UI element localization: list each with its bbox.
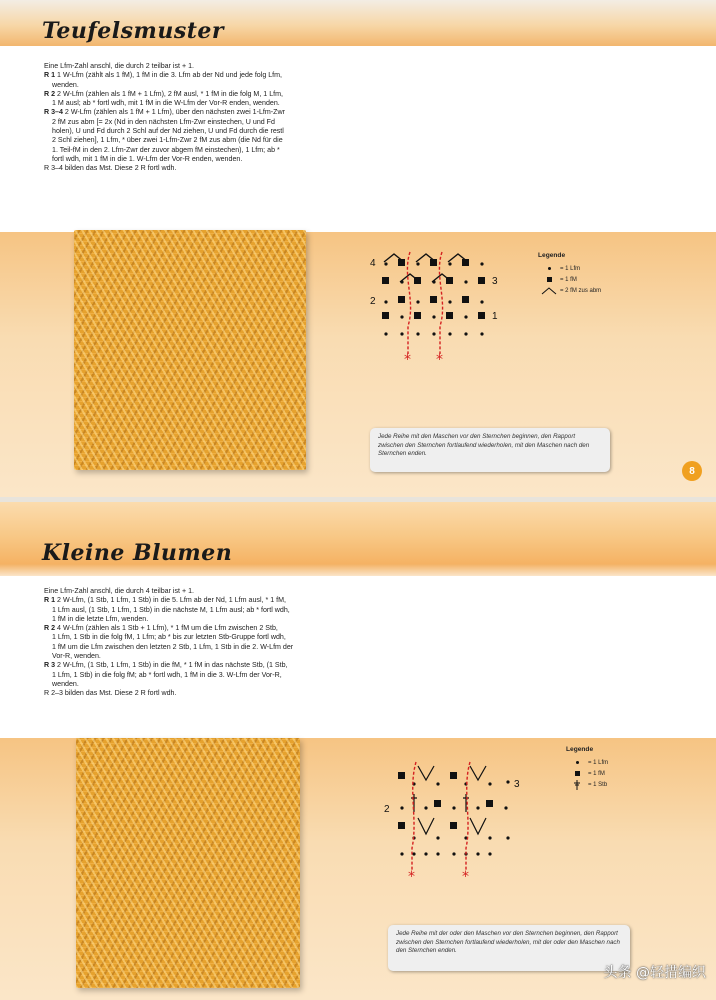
dot-icon xyxy=(476,852,479,855)
dot-icon xyxy=(448,332,451,335)
chart-note: Jede Reihe mit den Maschen vor den Sternchen beginnen, den Rapport zwischen den Sternchen fortlaufend wiederholen, mit den Maschen nach den Sternchen enden. xyxy=(370,428,610,472)
row-instruction-line: 1 fM in die letzte Lfm, wenden. xyxy=(52,614,149,623)
dot-icon xyxy=(436,836,439,839)
repeat-line xyxy=(407,252,410,354)
dot-icon xyxy=(416,262,419,265)
dot-icon xyxy=(464,332,467,335)
square-icon xyxy=(414,277,421,284)
legend-item: = 1 fM xyxy=(566,768,608,779)
dot-icon xyxy=(432,280,435,283)
row-instruction: R 2 2 W-Lfm (zählen als 1 fM + 1 Lfm), 2 fM ausl, * 1 fM in die folg M, 1 Lfm, xyxy=(44,89,283,98)
section-title: Teufelsmuster xyxy=(42,18,224,44)
square-icon xyxy=(382,277,389,284)
row-instruction: R 1 1 W-Lfm (zählt als 1 fM), 1 fM in die 3. Lfm ab der Nd und jede folg Lfm, xyxy=(44,71,283,80)
square-icon xyxy=(398,296,405,303)
square-icon xyxy=(478,312,485,319)
repeat-asterisk: * xyxy=(462,869,469,885)
crochet-swatch-photo xyxy=(76,738,300,988)
dot-icon xyxy=(432,315,435,318)
repeat-asterisk: * xyxy=(436,352,443,366)
dot-icon xyxy=(412,852,415,855)
square-icon xyxy=(462,259,469,266)
dot-icon xyxy=(448,262,451,265)
row-instruction: R 2 4 W-Lfm (zählen als 1 Stb + 1 Lfm), * 1 fM um die Lfm zwischen 2 Stb, xyxy=(44,624,278,633)
dot-icon xyxy=(400,806,403,809)
dot-icon xyxy=(464,280,467,283)
stitch-v-icon xyxy=(418,766,434,780)
repeat-line xyxy=(466,762,470,870)
dot-icon xyxy=(384,300,387,303)
legend-heading: Legende xyxy=(538,252,566,259)
dot-icon xyxy=(424,852,427,855)
stitch-chart xyxy=(380,760,530,885)
instructions xyxy=(44,587,374,699)
dot-icon xyxy=(400,332,403,335)
page-teufelsmuster xyxy=(0,0,716,497)
dot-icon xyxy=(476,806,479,809)
row-instruction: R 3 2 W-Lfm, (1 Stb, 1 Lfm, 1 Stb) in die fM, * 1 fM in das nächste Stb, (1 Stb, xyxy=(44,661,288,670)
dot-icon xyxy=(576,761,579,764)
square-icon xyxy=(478,277,485,284)
square-icon xyxy=(547,277,552,282)
dot-icon xyxy=(480,300,483,303)
square-icon xyxy=(446,312,453,319)
dot-icon xyxy=(506,836,509,839)
repeat-asterisk: * xyxy=(408,869,415,885)
dot-icon xyxy=(506,780,509,783)
stitch-chart xyxy=(364,246,514,366)
dot-icon xyxy=(504,806,507,809)
row-instruction-line: wenden. xyxy=(52,679,79,688)
square-icon xyxy=(382,312,389,319)
row-number: 2 xyxy=(384,804,390,815)
square-icon xyxy=(398,822,405,829)
stitch-v-icon xyxy=(418,818,434,834)
crochet-swatch-photo xyxy=(74,230,306,470)
closing-text: R 2–3 bilden das Mst. Diese 2 R fortl wdh. xyxy=(44,689,177,698)
page-kleine-blumen xyxy=(0,502,716,1000)
square-icon xyxy=(575,771,580,776)
dot-icon xyxy=(416,300,419,303)
dot-icon xyxy=(424,806,427,809)
dot-icon xyxy=(384,332,387,335)
row-number: 3 xyxy=(514,779,520,790)
dot-icon xyxy=(488,782,491,785)
dot-icon xyxy=(416,332,419,335)
square-icon xyxy=(430,296,437,303)
dot-icon xyxy=(548,267,551,270)
dot-icon xyxy=(400,315,403,318)
row-number: 2 xyxy=(370,296,376,307)
row-instruction: R 1 2 W-Lfm, (1 Stb, 1 Lfm, 1 Stb) in die 5. Lfm ab der Nd, 1 Lfm ausl, * 1 fM, xyxy=(44,596,286,605)
row-number: 3 xyxy=(492,276,498,287)
row-number: 4 xyxy=(370,258,376,269)
intro-text: Eine Lfm-Zahl anschl, die durch 4 teilbar ist + 1. xyxy=(44,587,195,595)
square-icon xyxy=(414,312,421,319)
dot-icon xyxy=(400,852,403,855)
chart-note: Jede Reihe mit der oder den Maschen vor den Sternchen beginnen, den Rapport zwischen den Sternchen fortlaufend wiederholen, mit der oder den Maschen nach den Sternchen enden. xyxy=(388,925,630,971)
stitch-v-icon xyxy=(470,818,486,834)
row-number: 1 xyxy=(492,311,498,322)
dot-icon xyxy=(400,280,403,283)
repeat-line xyxy=(439,252,442,354)
instructions xyxy=(44,62,374,174)
square-icon xyxy=(486,800,493,807)
page-number: 8 xyxy=(682,461,702,481)
square-icon xyxy=(450,772,457,779)
dot-icon xyxy=(436,782,439,785)
row-instruction-line: 1 Lfm, 1 Stb) in die folg fM; ab * fortl wdh, 1 fM in die 3. W-Lfm der Vor-R, xyxy=(52,670,282,679)
square-icon xyxy=(434,800,441,807)
row-instruction-line: fortl wdh, mit 1 fM in die 1. W-Lfm der Vor-R enden, wenden. xyxy=(52,154,243,163)
decrease-arch-icon xyxy=(541,287,557,295)
dot-icon xyxy=(384,262,387,265)
square-icon xyxy=(450,822,457,829)
legend-heading: Legende xyxy=(566,746,594,753)
square-icon xyxy=(398,772,405,779)
dot-icon xyxy=(488,836,491,839)
row-instruction-line: 1 M ausl; ab * fortl wdh, mit 1 fM in die W-Lfm der Vor-R enden, wenden. xyxy=(52,99,280,108)
square-icon xyxy=(398,259,405,266)
dot-icon xyxy=(448,300,451,303)
legend-item: = 1 Stb xyxy=(566,779,608,790)
row-instruction-line: wenden. xyxy=(52,80,79,89)
section-title: Kleine Blumen xyxy=(42,540,233,566)
square-icon xyxy=(462,296,469,303)
row-instruction-line: Vor-R, wenden. xyxy=(52,652,101,661)
legend-item: = 1 Lfm xyxy=(566,757,608,768)
legend xyxy=(566,746,608,790)
row-instruction-line: 1 Lfm ausl, (1 Stb, 1 Lfm, 1 Stb) in die nächste M, 1 Lfm ausl; ab * fortl wdh, xyxy=(52,605,290,614)
row-instruction-line: 1 fM um die Lfm zwischen den letzten 2 Stb, 1 Lfm, 1 Stb in die 2. W-Lfm der xyxy=(52,642,294,651)
row-instruction-line: 1. Teil-fM in den 2. Lfm-Zwr der zuvor abgem fM einstechen), 1 Lfm; ab * xyxy=(52,145,280,154)
intro-text: Eine Lfm-Zahl anschl, die durch 2 teilbar ist + 1. xyxy=(44,62,195,70)
dot-icon xyxy=(452,806,455,809)
dot-icon xyxy=(452,852,455,855)
dot-icon xyxy=(432,332,435,335)
row-instruction-line: 1 Lfm, 1 Stb in die folg fM, 1 Lfm; ab * bis zur letzten Stb-Gruppe fortl wdh, xyxy=(52,633,286,642)
watermark: 头条 @轻措编织 xyxy=(603,965,706,981)
legend-item: = 2 fM zus abm xyxy=(538,285,601,296)
square-icon xyxy=(430,259,437,266)
row-instruction-line: holen), U und Fd durch 2 Schl auf der Nd ziehen, U und Fd durch die restl xyxy=(52,127,284,136)
row-instruction: R 3–4 2 W-Lfm (zählen als 1 fM + 1 Lfm), über den nächsten zwei 1-Lfm-Zwr xyxy=(44,108,285,117)
dot-icon xyxy=(464,315,467,318)
legend-item: = 1 Lfm xyxy=(538,263,601,274)
legend xyxy=(538,252,601,296)
dagger-stitch-icon xyxy=(573,780,581,790)
dot-icon xyxy=(436,852,439,855)
stitch-v-icon xyxy=(470,766,486,780)
row-instruction-line: 2 fM zus abm [= 2x (Nd in den nächsten Lfm-Zwr einstechen, U und Fd xyxy=(52,117,275,126)
repeat-asterisk: * xyxy=(404,352,411,366)
legend-item: = 1 fM xyxy=(538,274,601,285)
closing-text: R 3–4 bilden das Mst. Diese 2 R fortl wdh. xyxy=(44,164,177,173)
dot-icon xyxy=(480,332,483,335)
square-icon xyxy=(446,277,453,284)
row-instruction-line: 2 Schl ziehen], 1 Lfm, * über zwei 1-Lfm-Zwr 2 fM zus abm (die Nd für die xyxy=(52,136,283,145)
dot-icon xyxy=(488,852,491,855)
dot-icon xyxy=(480,262,483,265)
